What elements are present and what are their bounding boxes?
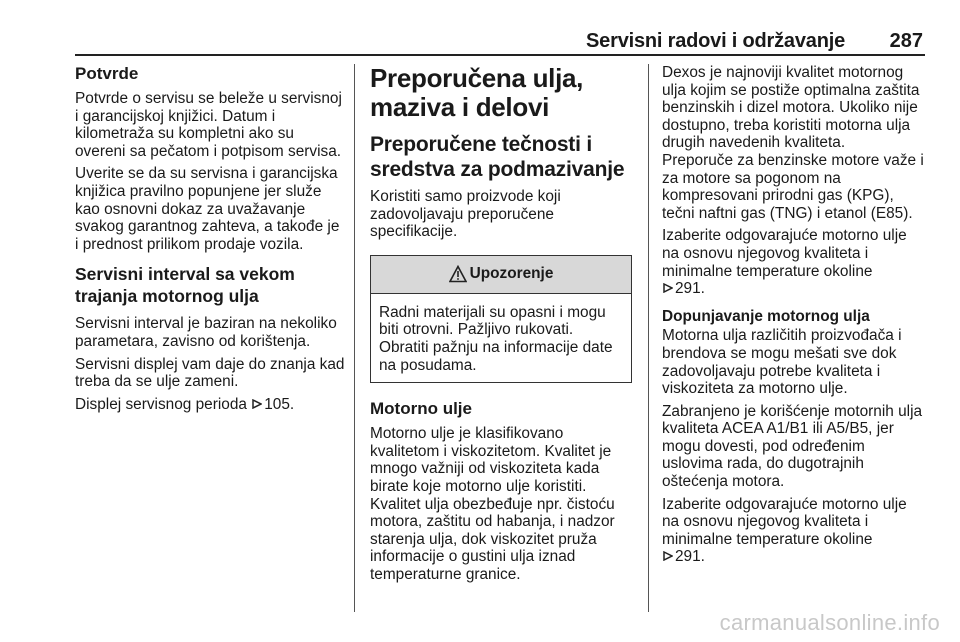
paragraph: Motorno ulje je klasifikovano kvalitetom i viskozitetom. Kvalitet je mnogo važniji od viskoziteta kada birate koje motorno ulje koristiti. Kvalitet ulja obezbeđuje npr. čistoću motora, zaštitu od habanja, i nadzor starenja ulja, dok viskozitet pruža informacije o gustini ulja iznad temperaturne granice. [370, 425, 615, 583]
heading-recommended-fluids: Preporučene tečnosti i sredstva za podmazivanje [370, 133, 625, 181]
paragraph-with-reference [662, 227, 927, 297]
column-divider-1 [354, 64, 355, 612]
header-rule [75, 54, 925, 56]
column-right [662, 64, 927, 571]
reference-text: Izaberite odgovarajuće motorno ulje na osnovu njegovog kvaliteta i minimalne temperature okoline [662, 495, 907, 548]
heading-recommended-oils: Preporučena ulja, maziva i delovi [370, 63, 584, 122]
reference-link[interactable]: 105. [264, 395, 295, 413]
paragraph: Dexos je najnoviji kvalitet motornog ulja kojim se postiže optimalna zaštita benzinskih i dizel motora. Ukoliko nije dostupno, treba koristiti motorna ulja drugih navedenih kvaliteta. [662, 64, 920, 152]
watermark: carmanualsonline.info [719, 610, 940, 635]
heading-service-interval: Servisni interval sa vekom trajanja motornog ulja [75, 264, 295, 307]
paragraph: Potvrde o servisu se beleže u servisnoj i garancijskoj knjižici. Datum i kilometraža su kompletni ako su overeni sa pečatom i potpisom servisa. [75, 90, 342, 160]
page-reference-icon [663, 283, 673, 293]
reference-link[interactable]: 291. [675, 280, 705, 298]
warning-body [371, 294, 631, 382]
heading-motor-oil: Motorno ulje [370, 399, 472, 419]
paragraph-with-reference [662, 496, 927, 566]
paragraph: Zabranjeno je korišćenje motornih ulja kvaliteta ACEA A1/B1 ili A5/B5, jer mogu dovesti, pod određenim uslovima rada, do dugotrajnih oštećenja motora. [662, 402, 923, 491]
paragraph: Preporuče za benzinske motore važe i za motore sa pogonom na kompresovani prirodni gas (KPG), tečni naftni gas (TNG) i etanol (E85). [662, 151, 924, 222]
paragraph: Koristiti samo proizvode koji zadovoljavaju preporučene specifikacije. [370, 188, 561, 241]
warning-text: Radni materijali su opasni i mogu biti otrovni. Pažljivo rukovati. Obratiti pažnju na informacije date na posudama. [379, 303, 613, 374]
paragraph-with-reference [75, 396, 345, 414]
paragraph: Motorna ulja različitih proizvođača i brendova se mogu mešati sve dok zadovoljavaju potrebe kvaliteta i viskoziteta za motorno ulje. [662, 327, 902, 398]
section-title: Servisni radovi i održavanje [586, 30, 845, 52]
warning-header [371, 256, 631, 294]
page-header [75, 30, 925, 54]
reference-link[interactable]: 291. [675, 548, 705, 566]
warning-triangle-icon [449, 265, 467, 283]
paragraph: Servisni interval je baziran na nekoliko parametara, zavisno od korištenja. [75, 315, 337, 350]
page-reference-icon [663, 551, 673, 561]
paragraph: Uverite se da su servisna i garancijska knjižica pravilno popunjene jer služe kao osnovni dokaz za uvažavanje svakog garantnog zahteva, a takođe je i prednost prilikom prodaje vozila. [75, 165, 340, 253]
warning-box [370, 255, 632, 383]
reference-text: Displej servisnog perioda [75, 395, 247, 413]
warning-title: Upozorenje [469, 265, 554, 283]
paragraph: Servisni displej vam daje do znanja kad treba da se ulje zameni. [75, 355, 345, 391]
column-left [75, 64, 345, 418]
heading-oil-topup: Dopunjavanje motornog ulja [662, 307, 870, 325]
page-reference-icon [252, 399, 262, 409]
column-middle [370, 64, 632, 589]
reference-text: Izaberite odgovarajuće motorno ulje na osnovu njegovog kvaliteta i minimalne temperature okoline [662, 227, 907, 280]
page-number: 287 [889, 30, 923, 52]
column-divider-2 [648, 64, 649, 612]
heading-potvrde: Potvrde [75, 64, 139, 83]
